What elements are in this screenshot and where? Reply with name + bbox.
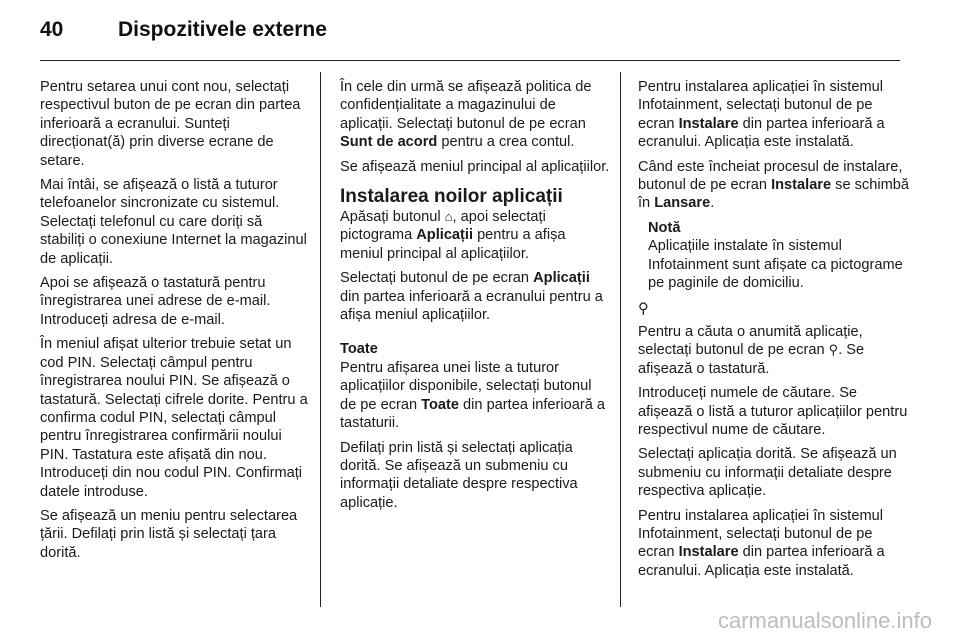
text: Pentru instalarea aplicației în sistemul Infotainment, selectați butonul de pe ecran	[638, 507, 883, 561]
bold-label: Instalare	[771, 177, 832, 194]
column-divider-2	[620, 72, 621, 607]
header-rule	[40, 60, 900, 61]
text: din partea inferioară a ecranului pentru a afișa meniul aplicațiilor.	[340, 288, 603, 324]
text: . Se afișează o tastatură.	[638, 342, 865, 377]
text: , apoi selectați pictograma	[340, 209, 546, 244]
paragraph	[340, 269, 610, 324]
paragraph: Introduceți numele de căutare. Se afișează o listă a tuturor aplicațiilor pentru respectivul nume de căutare.	[638, 385, 908, 438]
text: Când este încheiat procesul de instalare, butonul de pe ecran	[638, 158, 903, 194]
column-divider-1	[320, 72, 321, 607]
bold-label: Lansare	[654, 195, 711, 212]
text: Pentru instalarea aplicației în sistemul Infotainment, selectați butonul de pe ecran	[638, 79, 883, 132]
text: Pentru afișarea unei liste a tuturor aplicațiilor disponibile, selectați butonul de pe ecran	[340, 359, 592, 413]
sub-heading: Toate	[340, 341, 378, 358]
column-3	[638, 78, 910, 586]
paragraph: Pentru setarea unui cont nou, selectați respectivul buton de pe ecran din partea inferioară a ecranului. Sunteți direcționat(ă) prin diverse ecrane de setare.	[40, 79, 301, 169]
text: din partea inferioară a tastaturii.	[340, 396, 606, 432]
note-box	[638, 219, 910, 293]
paragraph	[340, 359, 610, 433]
text: din partea inferioară a ecranului. Aplicația este instalată.	[638, 544, 885, 579]
home-icon: ⌂	[444, 209, 453, 225]
text: Selectați butonul de pe ecran	[340, 270, 534, 287]
text: În cele din urmă se afișează politica de confidențialitate a magazinului de aplicații. Selectați butonul de pe ecran	[340, 79, 592, 132]
bold-label: Aplicații	[416, 227, 474, 244]
column-1	[40, 78, 310, 568]
text: pentru a crea contul.	[437, 134, 575, 151]
text: Apăsați butonul	[340, 209, 445, 226]
bold-label: Toate	[421, 396, 459, 413]
paragraph: Selectați aplicația dorită. Se afișează un submeniu cu informații detaliate despre respectiva aplicație.	[638, 446, 897, 500]
bold-label: Instalare	[678, 544, 739, 561]
bold-label: Instalare	[678, 115, 739, 132]
text: .	[710, 195, 715, 212]
text: se schimbă în	[638, 177, 909, 212]
paragraph: Mai întâi, se afișează o listă a tuturor telefoanelor sincronizate cu sistemul. Selectați telefonul cu care doriți să stabiliți o conexiune Internet la magazinul de aplicații.	[40, 177, 307, 267]
search-icon: ⚲	[828, 342, 839, 358]
paragraph	[638, 78, 910, 152]
note-title: Notă	[648, 219, 681, 236]
column-2	[340, 78, 610, 518]
bold-label: Sunt de acord	[340, 134, 438, 151]
bold-label: Aplicații	[533, 270, 590, 287]
paragraph	[638, 158, 910, 213]
page-number: 40	[40, 18, 64, 41]
watermark: carmanualsonline.info	[717, 608, 932, 633]
text: pentru a afișa meniul principal al aplicațiilor.	[340, 227, 566, 262]
paragraph	[340, 78, 610, 152]
text: Pentru a căuta o anumită aplicație, selectați butonul de pe ecran	[638, 323, 863, 359]
text: din partea inferioară a ecranului. Aplicația este instalată.	[638, 115, 885, 151]
section-heading: Instalarea noilor aplicații	[340, 186, 563, 208]
paragraph: Apoi se afișează o tastatură pentru înregistrarea unei adrese de e-mail. Introduceți adresa de e-mail.	[40, 275, 271, 328]
paragraph: Se afișează un meniu pentru selectarea țării. Defilați prin listă și selectați țara dorită.	[40, 507, 298, 561]
page-title: Dispozitivele externe	[118, 18, 327, 41]
note-text: Aplicațiile instalate în sistemul Infotainment sunt afișate ca pictograme pe paginile de domiciliu.	[648, 238, 903, 292]
paragraph	[638, 507, 910, 581]
paragraph: Se afișează meniul principal al aplicațiilor.	[340, 158, 610, 175]
search-icon: ⚲	[638, 301, 649, 318]
paragraph	[340, 208, 610, 263]
paragraph	[638, 323, 910, 378]
paragraph: În meniul afișat ulterior trebuie setat un cod PIN. Selectați câmpul pentru înregistrarea noului PIN. Se afișează o tastatură. Selectați cifrele dorite. Pentru a confirma codul PIN, selectați câmpul pentru înregistrarea confirmării noului PIN. Tastatura este afișată din nou. Introduceți din nou codul PIN. Confirmați datele introduse.	[40, 336, 308, 500]
paragraph: Defilați prin listă și selectați aplicația dorită. Se afișează un submeniu cu informații detaliate despre respectiva aplicație.	[340, 439, 578, 511]
